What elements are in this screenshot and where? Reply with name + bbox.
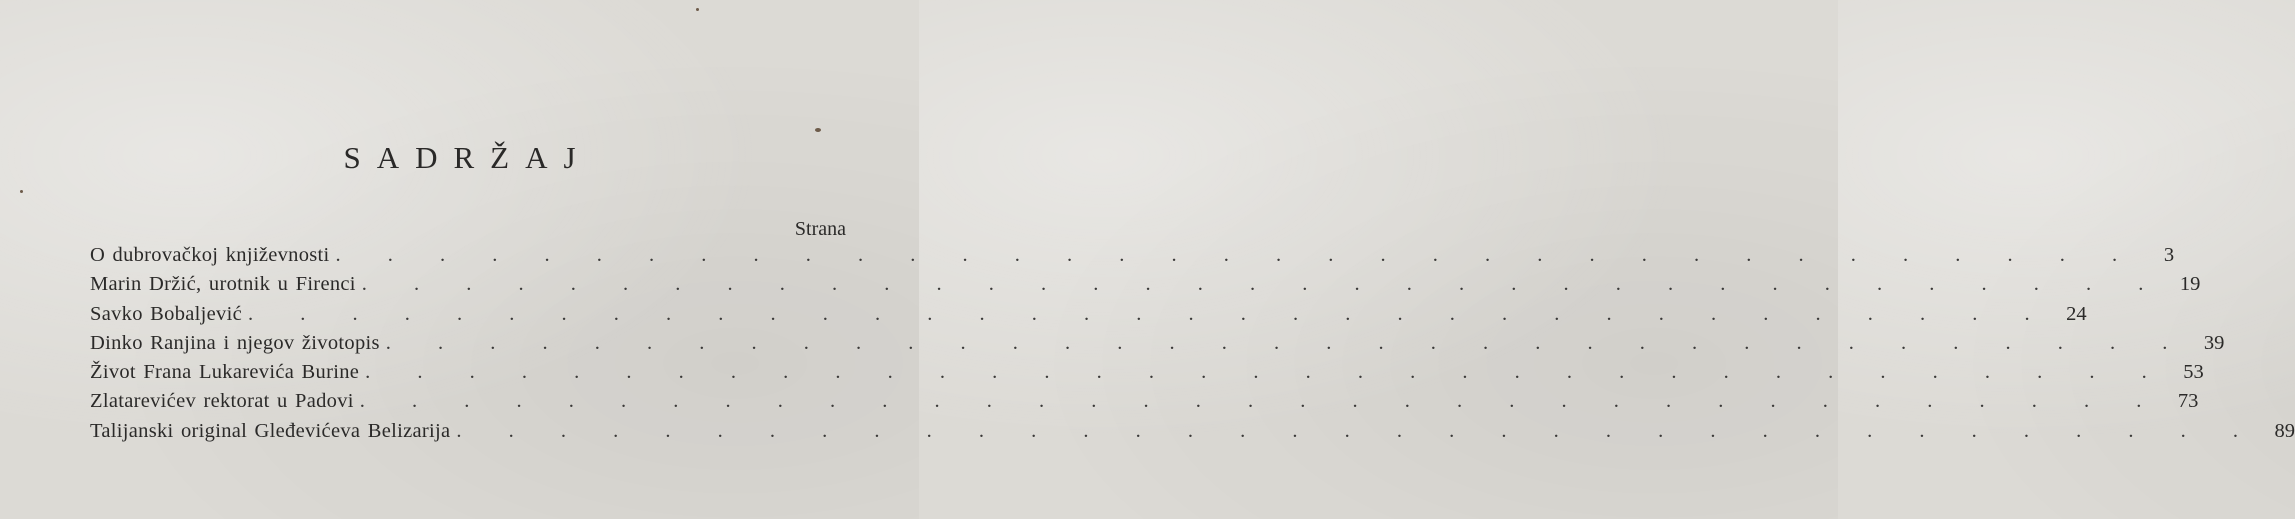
- toc-entry-page: 89: [2274, 419, 2295, 442]
- toc-entry-title: Marin Držić, urotnik u Firenci: [90, 273, 356, 296]
- paper-speck: [696, 8, 699, 11]
- paper-speck: [20, 190, 23, 193]
- toc-entry-title: Savko Bobaljević: [90, 302, 242, 325]
- toc-leader-dots: . . . . . . . . . . . . . . . . . . . . . . . . . . . . . . . . . . .: [335, 244, 2139, 266]
- toc-entry-title: O dubrovačkoj književnosti: [90, 244, 330, 266]
- toc-entry: [90, 244, 2175, 273]
- toc-entry-page: 39: [2203, 331, 2225, 354]
- toc-entry-title: Dinko Ranjina i njegov životopis: [90, 331, 380, 354]
- toc-entry-page: 53: [2183, 361, 2204, 384]
- page-title: SADRŽAJ: [343, 140, 592, 175]
- toc-entry-page: 19: [2179, 273, 2201, 296]
- toc-leader-dots: . . . . . . . . . . . . . . . . . . . . . . . . . . . . . . . . . . .: [247, 302, 2051, 325]
- toc-entry: [90, 331, 2225, 361]
- paper-speck: [815, 128, 821, 132]
- toc-leader-dots: . . . . . . . . . . . . . . . . . . . . . . . . . . . . . . . . . . .: [359, 390, 2163, 413]
- page-column-label: Strana: [794, 218, 846, 240]
- toc-entry-title: Zlatarevićev rektorat u Padovi: [90, 390, 354, 413]
- toc-entry: [90, 302, 2087, 332]
- toc-entry-title: Talijanski original Gleđevićeva Belizarija: [90, 419, 451, 442]
- table-of-contents: [90, 244, 2295, 449]
- toc-entry: [90, 390, 2199, 419]
- toc-entry-page: 73: [2177, 390, 2199, 413]
- toc-entry: [90, 273, 2201, 302]
- toc-entry: [90, 419, 2295, 449]
- toc-entry-page: 3: [2163, 244, 2175, 266]
- toc-leader-dots: . . . . . . . . . . . . . . . . . . . . . . . . . . . . . . . . . . .: [365, 361, 2168, 384]
- toc-leader-dots: . . . . . . . . . . . . . . . . . . . . . . . . . . . . . . . . . . .: [361, 273, 2165, 296]
- toc-leader-dots: . . . . . . . . . . . . . . . . . . . . . . . . . . . . . . . . . . .: [456, 419, 2260, 442]
- toc-leader-dots: . . . . . . . . . . . . . . . . . . . . . . . . . . . . . . . . . . .: [385, 331, 2189, 354]
- toc-entry: [90, 361, 2204, 390]
- toc-entry-title: Život Frana Lukarevića Burine: [90, 361, 360, 384]
- toc-entry-page: 24: [2066, 302, 2087, 325]
